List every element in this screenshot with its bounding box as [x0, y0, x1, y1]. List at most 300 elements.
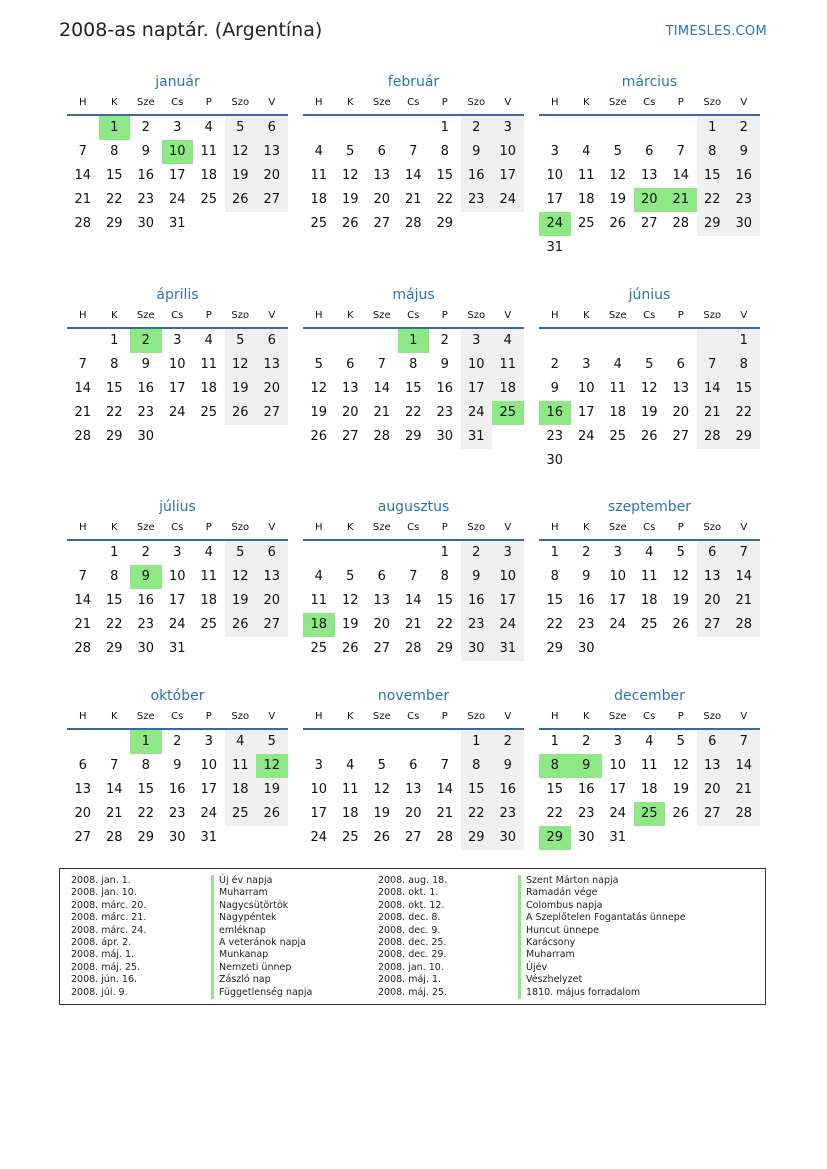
- holiday-legend: [59, 868, 766, 1005]
- day-cell: 16: [436, 381, 454, 396]
- week-row: [539, 164, 760, 188]
- weekday-label: Cs: [643, 310, 656, 321]
- legend-entry: 2008. máj. 1.: [71, 949, 135, 961]
- legend-names-2: [518, 875, 686, 999]
- day-cell: 28: [672, 216, 690, 231]
- empty-cell: [256, 425, 288, 449]
- day-cell: 19: [609, 192, 627, 207]
- weekday-label: V: [504, 522, 512, 533]
- day-cell: 18: [200, 593, 218, 608]
- empty-cell: [335, 329, 367, 353]
- day-cell: 7: [676, 144, 685, 159]
- weekday-label: Szo: [467, 97, 486, 108]
- day-cell: 19: [256, 778, 288, 802]
- empty-cell: [697, 236, 729, 260]
- day-cell: 13: [256, 565, 288, 589]
- day-cell: 7: [697, 353, 729, 377]
- day-cell: 1: [550, 734, 559, 749]
- weekday-header: [539, 94, 760, 112]
- week-row: [67, 826, 288, 850]
- empty-cell: [665, 329, 697, 353]
- day-cell: 18: [609, 405, 627, 420]
- empty-cell: [665, 236, 697, 260]
- day-cell: 9: [440, 357, 449, 372]
- week-row: [539, 826, 760, 850]
- weekday-header: [539, 519, 760, 537]
- day-cell: 9: [492, 754, 524, 778]
- day-cell: 16: [577, 593, 595, 608]
- day-cell: 22: [105, 617, 123, 632]
- day-cell: 7: [110, 758, 119, 773]
- empty-cell: [67, 116, 99, 140]
- week-row: [539, 377, 760, 401]
- day-cell: 1: [550, 545, 559, 560]
- legend-dates-1: [71, 875, 146, 999]
- day-cell: 14: [728, 754, 760, 778]
- day-cell: 29: [105, 429, 123, 444]
- week-row: [303, 754, 524, 778]
- day-cell: 3: [461, 329, 493, 353]
- weekday-label: Cs: [643, 522, 656, 533]
- weekday-header: [539, 307, 760, 325]
- weekday-label: V: [740, 310, 748, 321]
- day-cell: 6: [256, 541, 288, 565]
- week-row: [539, 637, 760, 661]
- day-cell: 28: [728, 613, 760, 637]
- weekday-label: K: [110, 97, 118, 108]
- week-row: [539, 754, 760, 778]
- day-cell: 7: [409, 569, 418, 584]
- week-row: [539, 541, 760, 565]
- day-cell: 31: [200, 830, 218, 845]
- empty-cell: [728, 637, 760, 661]
- month-name: június: [628, 287, 671, 303]
- day-cell: 29: [436, 641, 454, 656]
- legend-entry: 2008. márc. 24.: [71, 924, 147, 936]
- empty-cell: [665, 449, 697, 473]
- day-cell: 25: [310, 216, 328, 231]
- day-cell: 3: [204, 734, 213, 749]
- weekday-label: H: [550, 97, 559, 108]
- week-row: [539, 236, 760, 260]
- week-row: [67, 778, 288, 802]
- day-grid: [67, 730, 288, 850]
- day-cell: 28: [436, 830, 454, 845]
- day-cell: 15: [436, 168, 454, 183]
- day-cell: 16: [728, 164, 760, 188]
- day-cell: 21: [697, 401, 729, 425]
- site-link[interactable]: TIMESLES.COM: [665, 24, 767, 39]
- legend-entry: Nagypéntek: [211, 912, 312, 924]
- day-cell: 20: [672, 405, 690, 420]
- weekday-label: Sze: [372, 310, 391, 321]
- day-cell: 11: [640, 569, 658, 584]
- day-cell: 30: [461, 637, 493, 661]
- week-row: [539, 140, 760, 164]
- day-cell: 10: [168, 569, 186, 584]
- day-grid: [539, 730, 760, 850]
- day-cell: 28: [404, 641, 422, 656]
- day-cell: 7: [728, 730, 760, 754]
- day-cell: 3: [173, 333, 182, 348]
- empty-cell: [99, 730, 131, 754]
- day-cell: 23: [728, 188, 760, 212]
- week-row: [67, 401, 288, 425]
- day-cell: 19: [310, 405, 328, 420]
- weekday-header: [303, 708, 524, 726]
- day-cell: 16: [137, 381, 155, 396]
- day-cell: 7: [440, 758, 449, 773]
- weekday-label: P: [677, 711, 684, 722]
- weekday-label: Szo: [231, 711, 250, 722]
- day-cell: 2: [130, 329, 162, 353]
- day-cell: 4: [645, 545, 654, 560]
- day-cell: 20: [373, 192, 391, 207]
- week-row: [303, 164, 524, 188]
- day-cell: 8: [110, 357, 119, 372]
- day-cell: 14: [74, 381, 92, 396]
- day-grid: [303, 541, 524, 661]
- week-row: [67, 730, 288, 754]
- day-cell: 6: [78, 758, 87, 773]
- month-name: január: [155, 74, 200, 90]
- day-cell: 27: [640, 216, 658, 231]
- empty-cell: [398, 116, 430, 140]
- day-cell: 16: [137, 593, 155, 608]
- day-cell: 22: [728, 401, 760, 425]
- weekday-label: Cs: [407, 97, 420, 108]
- day-cell: 17: [609, 782, 627, 797]
- day-cell: 10: [168, 357, 186, 372]
- day-cell: 20: [697, 589, 729, 613]
- week-row: [67, 541, 288, 565]
- legend-dates-2: [378, 875, 447, 999]
- weekday-label: K: [110, 310, 118, 321]
- day-cell: 2: [550, 357, 559, 372]
- day-cell: 6: [256, 329, 288, 353]
- month-8: [539, 497, 760, 661]
- day-cell: 19: [225, 377, 257, 401]
- day-cell: 30: [577, 641, 595, 656]
- week-row: [303, 589, 524, 613]
- day-cell: 1: [110, 545, 119, 560]
- day-cell: 28: [697, 425, 729, 449]
- day-cell: 18: [492, 377, 524, 401]
- day-cell: 19: [640, 405, 658, 420]
- week-row: [303, 613, 524, 637]
- day-cell: 22: [436, 617, 454, 632]
- weekday-label: Szo: [703, 522, 722, 533]
- day-cell: 23: [492, 802, 524, 826]
- weekday-label: P: [205, 310, 212, 321]
- day-cell: 12: [672, 569, 690, 584]
- day-cell: 8: [550, 569, 559, 584]
- weekday-label: V: [268, 522, 276, 533]
- day-cell: 8: [110, 144, 119, 159]
- day-cell: 5: [256, 730, 288, 754]
- day-cell: 11: [225, 754, 257, 778]
- day-cell: 10: [546, 168, 564, 183]
- week-row: [67, 425, 288, 449]
- weekday-label: K: [110, 711, 118, 722]
- day-cell: 27: [341, 429, 359, 444]
- day-cell: 25: [310, 641, 328, 656]
- day-cell: 16: [137, 168, 155, 183]
- weekday-label: Cs: [171, 310, 184, 321]
- legend-entry: 2008. okt. 12.: [378, 899, 445, 911]
- day-cell: 21: [373, 405, 391, 420]
- day-cell: 27: [697, 802, 729, 826]
- weekday-label: K: [582, 97, 590, 108]
- empty-cell: [429, 730, 461, 754]
- weekday-label: K: [582, 522, 590, 533]
- day-cell: 21: [436, 806, 454, 821]
- day-cell: 31: [609, 830, 627, 845]
- day-cell: 22: [404, 405, 422, 420]
- legend-entry: Huncut ünnepe: [518, 925, 686, 937]
- day-cell: 9: [550, 381, 559, 396]
- week-row: [303, 637, 524, 661]
- day-cell: 16: [539, 401, 571, 425]
- legend-entry: Nemzeti ünnep: [211, 962, 312, 974]
- day-cell: 26: [672, 806, 690, 821]
- day-cell: 13: [373, 168, 391, 183]
- day-grid: [67, 116, 288, 236]
- legend-entry: Muharram: [211, 887, 312, 899]
- week-row: [303, 353, 524, 377]
- day-cell: 5: [676, 734, 685, 749]
- day-cell: 18: [577, 192, 595, 207]
- week-row: [539, 188, 760, 212]
- day-cell: 20: [256, 377, 288, 401]
- day-cell: 27: [256, 188, 288, 212]
- month-11: [539, 686, 760, 850]
- weekday-label: Sze: [608, 522, 627, 533]
- legend-entry: A Szeplőtelen Fogantatás ünnepe: [518, 912, 686, 924]
- day-cell: 9: [461, 140, 493, 164]
- day-cell: 1: [99, 116, 131, 140]
- weekday-label: Sze: [608, 97, 627, 108]
- legend-entry: 2008. máj. 25.: [71, 961, 141, 973]
- empty-cell: [602, 329, 634, 353]
- weekday-label: Cs: [171, 97, 184, 108]
- day-cell: 16: [577, 782, 595, 797]
- day-cell: 5: [225, 541, 257, 565]
- day-cell: 5: [346, 144, 355, 159]
- day-grid: [303, 116, 524, 236]
- week-row: [539, 449, 760, 473]
- day-cell: 23: [436, 405, 454, 420]
- day-cell: 4: [613, 357, 622, 372]
- day-cell: 18: [640, 593, 658, 608]
- day-cell: 6: [409, 758, 418, 773]
- legend-entry: A veteránok napja: [211, 937, 312, 949]
- day-cell: 13: [74, 782, 92, 797]
- week-row: [303, 329, 524, 353]
- legend-entry: Munkanap: [211, 949, 312, 961]
- day-cell: 8: [697, 140, 729, 164]
- empty-cell: [571, 449, 603, 473]
- weekday-label: K: [346, 310, 354, 321]
- day-cell: 21: [105, 806, 123, 821]
- day-cell: 17: [200, 782, 218, 797]
- day-cell: 5: [676, 545, 685, 560]
- day-cell: 26: [310, 429, 328, 444]
- day-cell: 2: [141, 120, 150, 135]
- day-cell: 18: [310, 192, 328, 207]
- empty-cell: [571, 236, 603, 260]
- week-row: [67, 140, 288, 164]
- empty-cell: [256, 637, 288, 661]
- day-cell: 18: [341, 806, 359, 821]
- week-row: [539, 802, 760, 826]
- day-cell: 7: [409, 144, 418, 159]
- day-cell: 20: [256, 164, 288, 188]
- legend-entry: 2008. jan. 10.: [378, 961, 444, 973]
- week-row: [303, 541, 524, 565]
- week-row: [303, 377, 524, 401]
- day-cell: 18: [200, 381, 218, 396]
- week-row: [67, 164, 288, 188]
- week-row: [539, 778, 760, 802]
- day-grid: [303, 329, 524, 449]
- day-cell: 3: [492, 541, 524, 565]
- day-cell: 29: [728, 425, 760, 449]
- day-cell: 29: [697, 212, 729, 236]
- day-cell: 27: [373, 641, 391, 656]
- weekday-label: Sze: [136, 522, 155, 533]
- month-9: [67, 686, 288, 850]
- day-cell: 3: [613, 545, 622, 560]
- day-cell: 9: [173, 758, 182, 773]
- day-cell: 25: [200, 617, 218, 632]
- empty-cell: [697, 826, 729, 850]
- weekday-label: Sze: [372, 711, 391, 722]
- weekday-label: Szo: [231, 522, 250, 533]
- empty-cell: [634, 236, 666, 260]
- legend-entry: 2008. jan. 1.: [71, 875, 131, 886]
- weekday-label: Szo: [703, 711, 722, 722]
- day-grid: [303, 730, 524, 850]
- day-cell: 9: [582, 569, 591, 584]
- legend-entry: 2008. aug. 18.: [378, 875, 448, 886]
- weekday-label: Szo: [231, 310, 250, 321]
- empty-cell: [193, 637, 225, 661]
- day-cell: 26: [225, 188, 257, 212]
- day-cell: 1: [728, 329, 760, 353]
- day-cell: 15: [436, 593, 454, 608]
- day-cell: 13: [256, 140, 288, 164]
- empty-cell: [602, 637, 634, 661]
- legend-entry: emléknap: [211, 925, 312, 937]
- day-cell: 9: [141, 357, 150, 372]
- week-row: [539, 353, 760, 377]
- day-cell: 13: [640, 168, 658, 183]
- day-cell: 25: [577, 216, 595, 231]
- day-cell: 7: [78, 144, 87, 159]
- day-cell: 9: [141, 144, 150, 159]
- month-name: május: [392, 287, 435, 303]
- week-row: [67, 754, 288, 778]
- day-cell: 15: [461, 778, 493, 802]
- weekday-label: H: [78, 310, 87, 321]
- empty-cell: [571, 329, 603, 353]
- legend-entry: Új év napja: [211, 875, 312, 887]
- week-row: [67, 802, 288, 826]
- empty-cell: [67, 541, 99, 565]
- weekday-label: V: [268, 310, 276, 321]
- day-cell: 6: [256, 116, 288, 140]
- day-cell: 2: [461, 541, 493, 565]
- day-cell: 25: [634, 802, 666, 826]
- day-cell: 6: [676, 357, 685, 372]
- weekday-header: [539, 708, 760, 726]
- day-cell: 8: [110, 569, 119, 584]
- empty-cell: [303, 116, 335, 140]
- day-cell: 12: [640, 381, 658, 396]
- empty-cell: [193, 212, 225, 236]
- weekday-label: Cs: [171, 711, 184, 722]
- day-cell: 6: [377, 569, 386, 584]
- weekday-label: V: [740, 522, 748, 533]
- weekday-label: Sze: [608, 711, 627, 722]
- day-cell: 13: [404, 782, 422, 797]
- day-cell: 27: [256, 613, 288, 637]
- empty-cell: [303, 541, 335, 565]
- empty-cell: [634, 449, 666, 473]
- weekday-label: Szo: [467, 522, 486, 533]
- weekday-label: P: [205, 711, 212, 722]
- day-cell: 14: [373, 381, 391, 396]
- day-cell: 3: [613, 734, 622, 749]
- day-cell: 24: [168, 617, 186, 632]
- day-cell: 27: [404, 830, 422, 845]
- weekday-label: Sze: [372, 97, 391, 108]
- day-cell: 24: [200, 806, 218, 821]
- day-grid: [67, 329, 288, 449]
- day-cell: 30: [577, 830, 595, 845]
- day-cell: 21: [74, 192, 92, 207]
- day-cell: 9: [728, 140, 760, 164]
- empty-cell: [398, 541, 430, 565]
- weekday-label: H: [314, 522, 323, 533]
- week-row: [67, 353, 288, 377]
- day-cell: 28: [74, 216, 92, 231]
- empty-cell: [67, 730, 99, 754]
- day-cell: 26: [341, 216, 359, 231]
- day-cell: 28: [74, 641, 92, 656]
- day-cell: 7: [728, 541, 760, 565]
- weekday-label: P: [441, 97, 448, 108]
- day-cell: 14: [404, 593, 422, 608]
- day-cell: 2: [141, 545, 150, 560]
- weekday-header: [67, 519, 288, 537]
- day-cell: 12: [341, 593, 359, 608]
- weekday-label: Cs: [171, 522, 184, 533]
- empty-cell: [665, 826, 697, 850]
- day-cell: 27: [373, 216, 391, 231]
- week-row: [539, 589, 760, 613]
- weekday-label: V: [504, 97, 512, 108]
- day-cell: 20: [634, 188, 666, 212]
- week-row: [539, 565, 760, 589]
- weekday-label: V: [504, 711, 512, 722]
- day-cell: 8: [539, 754, 571, 778]
- day-cell: 1: [110, 333, 119, 348]
- day-cell: 26: [225, 401, 257, 425]
- day-cell: 6: [645, 144, 654, 159]
- day-cell: 11: [492, 353, 524, 377]
